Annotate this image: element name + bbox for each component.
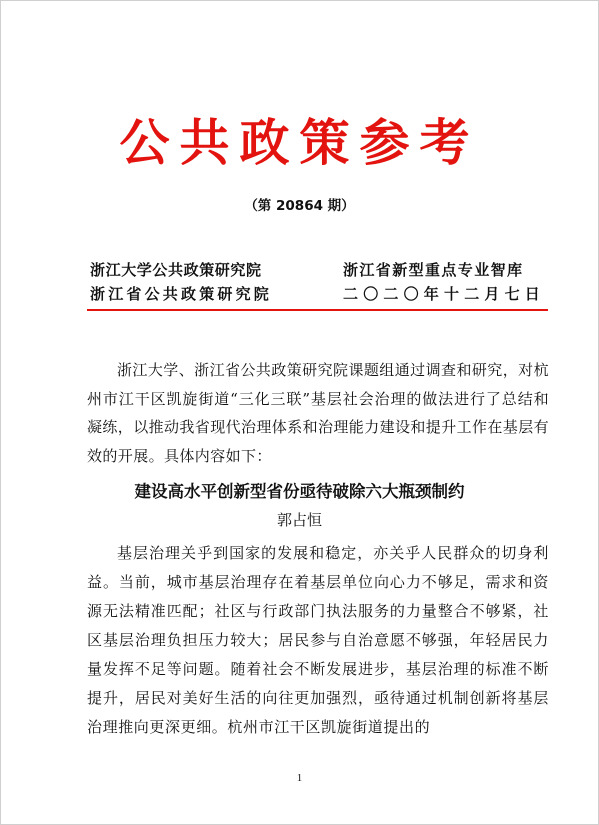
- issue-number: （第 20864 期）: [244, 198, 355, 214]
- masthead-title: 公共政策参考: [119, 113, 480, 172]
- institute-name-provincial: 浙江省公共政策研究院: [90, 285, 273, 303]
- intro-paragraph: 浙江大学、浙江省公共政策研究院课题组通过调查和研究，对杭州市江干区凯旋街道“三化三联”基层社会治理的做法进行了总结和凝练，以推动我省现代治理体系和治理能力建设和提升工作在基层有效的开展。具体内容如下：: [87, 361, 550, 466]
- think-tank-label: 浙江省新型重点专业智库: [343, 261, 524, 279]
- header-divider: [87, 309, 548, 311]
- article-title: 建设高水平创新型省份亟待破除六大瓶颈制约: [134, 482, 465, 501]
- article-author: 郭占恒: [276, 511, 322, 529]
- article-paragraph: 基层治理关乎到国家的发展和稳定，亦关乎人民群众的切身利益。当前，城市基层治理存在着基层单位向心力不够足，需求和资源无法精准匹配；社区与行政部门执法服务的力量整合不够紧，社区基层治理负担压力较大；居民参与自治意愿不够强，年轻居民力量发挥不足等问题。随着社会不断发展进步，基层治理的标准不断提升，居民对美好生活的向往更加强烈，亟待通过机制创新将基层治理推向更深更细。杭州市江干区凯旋街道提出的: [87, 544, 549, 736]
- publication-date: 二〇二〇年十二月七日: [343, 285, 546, 303]
- page-number: 1: [296, 772, 303, 784]
- institute-name: 浙江大学公共政策研究院: [90, 261, 262, 279]
